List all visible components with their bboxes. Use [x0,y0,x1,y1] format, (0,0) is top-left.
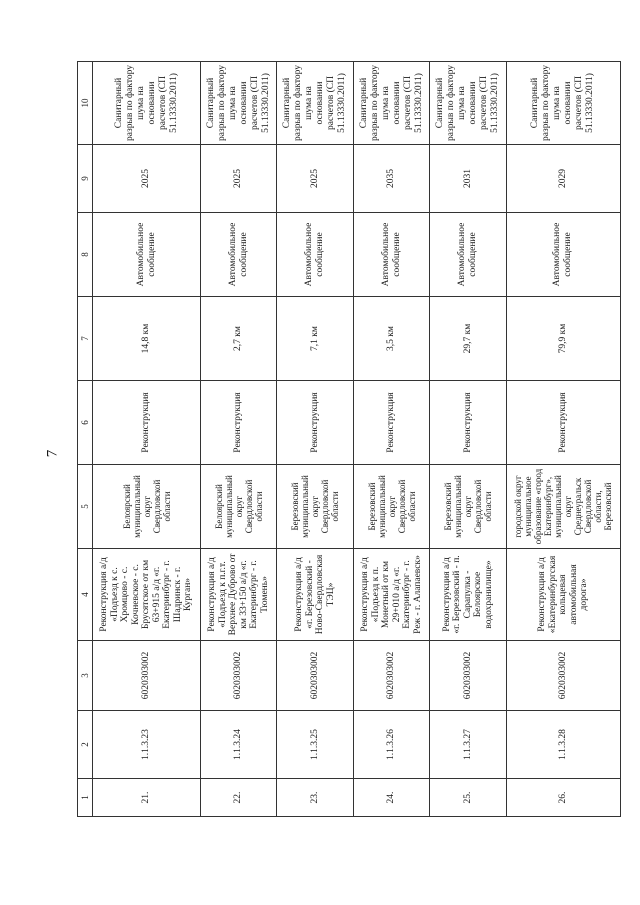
col-header-10: 10 [78,62,93,145]
object-purpose: Автомобильное сообщение [353,213,429,297]
object-name: Реконструкция а/д «г. Березовский - п. Сарапулка - Белоярское водохранилище» [430,549,506,641]
object-length: 79,9 км [506,297,620,381]
col-header-5: 5 [78,465,93,549]
object-code: 1.1.3.28 [506,711,620,779]
object-code: 1.1.3.24 [201,711,277,779]
work-type: Реконструкция [277,381,353,465]
okato-code: 6020303002 [430,641,506,711]
col-header-8: 8 [78,213,93,297]
object-location: Березовский муниципальный округ Свердловской области [277,465,353,549]
table-row [201,62,277,817]
work-type: Реконструкция [93,381,201,465]
object-length: 2,7 км [201,297,277,381]
zone-description: Санитарный разрыв по фактору шума на основании расчетов (СП 51.13330.2011) [353,62,429,145]
object-name: Реконструкция а/д «г. Березовский - Ново-Свердловская ТЭЦ» [277,549,353,641]
okato-code: 6020303002 [353,641,429,711]
work-type: Реконструкция [506,381,620,465]
object-location: городской округ муниципальное образование «город Екатеринбург», муниципальный округ Среднеуральск Свердловской области, Березовский [506,465,620,549]
col-header-6: 6 [78,381,93,465]
okato-code: 6020303002 [201,641,277,711]
object-purpose: Автомобильное сообщение [93,213,201,297]
object-year: 2025 [277,145,353,213]
table-row [506,62,620,817]
object-location: Березовский муниципальный округ Свердловской области [353,465,429,549]
object-purpose: Автомобильное сообщение [430,213,506,297]
zone-description: Санитарный разрыв по фактору шума на основании расчетов (СП 51.13330.2011) [201,62,277,145]
object-code: 1.1.3.26 [353,711,429,779]
work-type: Реконструкция [353,381,429,465]
zone-description: Санитарный разрыв по фактору шума на основании расчетов (СП 51.13330.2011) [430,62,506,145]
okato-code: 6020303002 [506,641,620,711]
object-name: Реконструкция а/д «Екатеринбургская кольцевая автомобильная дорога» [506,549,620,641]
column-number-row [78,62,93,817]
objects-table [77,61,621,817]
object-length: 3,5 км [353,297,429,381]
object-name: Реконструкция а/д «Подъезд к с. Хромцово - с. Кочневское - с. Брусятское от км 63+915 а/д «г. Екатеринбург - г. Шадринск - г. Курган» [93,549,201,641]
object-length: 7,1 км [277,297,353,381]
object-year: 2029 [506,145,620,213]
col-header-7: 7 [78,297,93,381]
row-number: 25. [430,779,506,817]
work-type: Реконструкция [430,381,506,465]
object-year: 2035 [353,145,429,213]
object-length: 14,8 км [93,297,201,381]
object-code: 1.1.3.27 [430,711,506,779]
okato-code: 6020303002 [93,641,201,711]
okato-code: 6020303002 [277,641,353,711]
col-header-4: 4 [78,549,93,641]
object-code: 1.1.3.23 [93,711,201,779]
object-name: Реконструкция а/д «Подъезд к п.г.т. Верхнее Дуброво от км 33+150 а/д «г. Екатеринбург - г. Тюмень» [201,549,277,641]
object-year: 2025 [201,145,277,213]
row-number: 22. [201,779,277,817]
col-header-3: 3 [78,641,93,711]
object-length: 29,7 км [430,297,506,381]
object-purpose: Автомобильное сообщение [277,213,353,297]
object-purpose: Автомобильное сообщение [201,213,277,297]
object-code: 1.1.3.25 [277,711,353,779]
col-header-1: 1 [78,779,93,817]
table-row [353,62,429,817]
zone-description: Санитарный разрыв по фактору шума на основании расчетов (СП 51.13330.2011) [93,62,201,145]
row-number: 26. [506,779,620,817]
row-number: 24. [353,779,429,817]
table-container [77,62,621,817]
col-header-9: 9 [78,145,93,213]
table-row [93,62,201,817]
object-name: Реконструкция а/д «Подъезд к п. Монетный от км 29+010 а/д «г. Екатеринбург - г. Реж - г. Алапаевск» [353,549,429,641]
table-row [277,62,353,817]
page-number: 7 [44,449,61,458]
object-purpose: Автомобильное сообщение [506,213,620,297]
object-location: Белоярский муниципальный округ Свердловской области [93,465,201,549]
work-type: Реконструкция [201,381,277,465]
zone-description: Санитарный разрыв по фактору шума на основании расчетов (СП 51.13330.2011) [506,62,620,145]
row-number: 23. [277,779,353,817]
object-year: 2025 [93,145,201,213]
zone-description: Санитарный разрыв по фактору шума на основании расчетов (СП 51.13330.2011) [277,62,353,145]
object-location: Березовский муниципальный округ Свердловской области [430,465,506,549]
col-header-2: 2 [78,711,93,779]
table-row [430,62,506,817]
object-location: Белоярский муниципальный округ Свердловской области [201,465,277,549]
row-number: 21. [93,779,201,817]
object-year: 2031 [430,145,506,213]
